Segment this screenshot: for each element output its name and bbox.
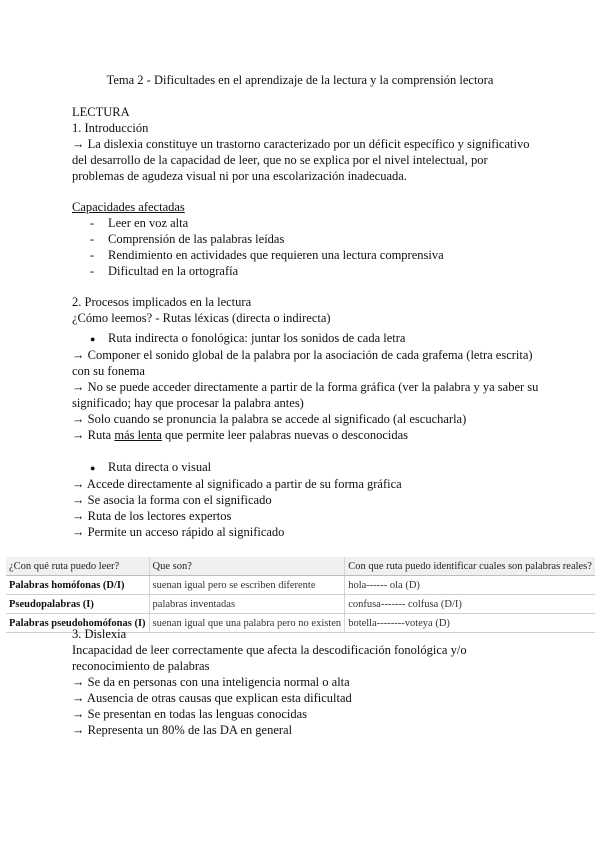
table-cell: hola------ ola (D) [345,576,595,595]
bullet-marker: ● [90,463,96,473]
document-title: Tema 2 - Dificultades en el aprendizaje de la lectura y la comprensión lectora [106,73,494,87]
section-heading-lectura: LECTURA [72,105,130,119]
table-cell: suenan igual pero se escriben diferente [149,576,345,595]
dash-marker: - [90,216,95,230]
dash-marker: - [90,232,95,246]
dislexia-line: → Se presentan en todas las lenguas conocidas [72,707,308,721]
intro-line: problemas de agudeza visual ni por una escolarización inadecuada. [72,169,407,183]
dash-marker: - [90,248,95,262]
table-header-row [6,557,595,576]
list-item-text: Rendimiento en actividades que requieren una lectura comprensiva [108,248,444,262]
line-suffix: que permite leer palabras nuevas o desconocidas [161,428,409,442]
table-cell: suenan igual que una palabra pero no existen [149,614,345,633]
table-header-cell: Con que ruta puedo identificar cuales son palabras reales? [345,557,595,576]
directa-line: → Se asocia la forma con el significado [72,493,272,507]
indirecta-line: → Componer el sonido global de la palabra por la asociación de cada grafema (letra escrita) [72,348,533,362]
dislexia-heading: 3. Dislexia [72,627,127,641]
table-cell: botella--------voteya (D) [345,614,595,633]
underlined-text: más lenta [114,428,162,442]
dislexia-line: → Representa un 80% de las DA en general [72,723,293,737]
indirecta-line [72,427,408,443]
dash-marker: - [90,264,95,278]
dislexia-line: reconocimiento de palabras [72,659,210,673]
indirecta-line: → Solo cuando se pronuncia la palabra se accede al significado (al escucharla) [72,412,467,426]
bullet-marker: ● [90,334,96,344]
table-cell: Pseudopalabras (I) [6,595,149,614]
table-cell: palabras inventadas [149,595,345,614]
table-header-cell: Que son? [149,557,345,576]
intro-line: del desarrollo de la capacidad de leer, que no se explica por el nivel intelectual, por [72,153,488,167]
routes-table [6,557,595,633]
list-item-text: Dificultad en la ortografía [108,264,239,278]
indirecta-line: → No se puede acceder directamente a partir de la forma gráfica (ver la palabra y ya saber su [72,380,539,394]
capacidades-heading: Capacidades afectadas [72,200,185,214]
dislexia-line: Incapacidad de leer correctamente que afecta la descodificación fonológica y/o [72,643,467,657]
procesos-question: ¿Cómo leemos? - Rutas léxicas (directa o indirecta) [72,311,331,325]
directa-line: → Ruta de los lectores expertos [72,509,232,523]
table-cell: Palabras homófonas (D/I) [6,576,149,595]
intro-heading: 1. Introducción [72,121,149,135]
line-prefix: → Ruta [72,428,115,442]
bullet-text: Ruta directa o visual [108,460,212,474]
dislexia-line: → Ausencia de otras causas que explican esta dificultad [72,691,352,705]
indirecta-line: significado; hay que procesar la palabra antes) [72,396,304,410]
procesos-heading: 2. Procesos implicados en la lectura [72,295,252,309]
table-header-cell: ¿Con qué ruta puedo leer? [6,557,149,576]
directa-line: → Permite un acceso rápido al significado [72,525,285,539]
table-cell: Palabras pseudohomófonas (I) [6,614,149,633]
list-item-text: Comprensión de las palabras leídas [108,232,285,246]
table-row [6,595,595,614]
table-cell: confusa------- colfusa (D/I) [345,595,595,614]
directa-line: → Accede directamente al significado a partir de su forma gráfica [72,477,402,491]
list-item-text: Leer en voz alta [108,216,189,230]
intro-line: → La dislexia constituye un trastorno caracterizado por un déficit específico y significativo [72,137,530,151]
table-row [6,576,595,595]
bullet-text: Ruta indirecta o fonológica: juntar los sonidos de cada letra [108,331,406,345]
dislexia-line: → Se da en personas con una inteligencia normal o alta [72,675,350,689]
indirecta-line: con su fonema [72,364,145,378]
